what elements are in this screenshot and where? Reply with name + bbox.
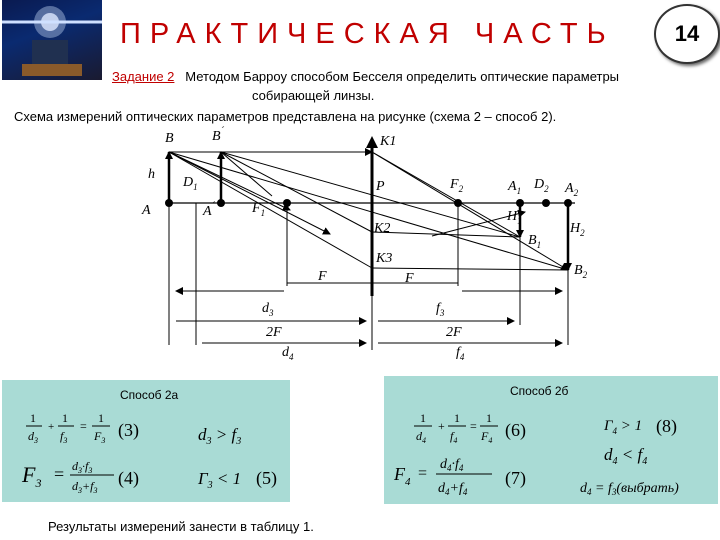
label-D1: $D_1$ [183, 175, 198, 192]
svg-text:1: 1 [486, 411, 492, 425]
svg-text:=: = [470, 419, 477, 433]
label-H1: $H_1$ [507, 209, 522, 226]
svg-text:d3+f3: $d_3+f_3$ [72, 479, 98, 495]
condition-gamma3-lt-1: $\Gamma_3 < 1$ [198, 469, 242, 491]
svg-text:d4: $d_4$ [416, 429, 426, 445]
label-A1: $A_1$ [508, 179, 522, 196]
label-F1: $F_1$ [252, 201, 266, 218]
label-A: A [142, 203, 151, 218]
dimension-lines [169, 203, 568, 350]
svg-text:f3: $f_3$ [60, 429, 68, 445]
eq4-tag: (4) [118, 468, 139, 488]
svg-text:f4: $f_4$ [450, 429, 458, 445]
page-number-badge: 14 [654, 4, 720, 64]
method-2a-title: Способ 2а [120, 388, 179, 402]
task-label: Задание 2 [112, 69, 175, 84]
footer-note: Результаты измерений занести в таблицу 1. [48, 519, 314, 534]
formula-3 [26, 411, 110, 445]
label-B1: $B_1$ [528, 233, 542, 250]
label-d4: $d_4$ [282, 345, 294, 362]
svg-text:d4·f4: $d_4\cdot f_4$ [440, 457, 464, 473]
label-B: B [165, 131, 174, 146]
svg-text:1: 1 [420, 411, 426, 425]
formula-7 [393, 457, 492, 497]
method-2b-title: Способ 2б [510, 384, 569, 398]
label-d3: $d_3$ [262, 301, 274, 318]
condition-d3-gt-f3: $d_3 > f_3$ [198, 425, 242, 447]
task-text: Методом Барроу способом Бесселя определить оптические параметры [185, 69, 620, 84]
svg-text:d3·f3: $d_3\cdot f_3$ [72, 459, 93, 475]
svg-text:=: = [418, 465, 428, 482]
condition-d4-lt-f4: $d_4 < f_4$ [604, 445, 648, 467]
eq5-tag: (5) [256, 468, 277, 488]
scheme-intro: Схема измерений оптических параметров представлена на рисунке (схема 2 – способ 2). [14, 109, 557, 124]
formulas [0, 380, 720, 515]
task-text-continued: собирающей линзы. [252, 88, 375, 103]
label-2F-right: 2F [446, 325, 462, 340]
svg-text:d3: $d_3$ [28, 429, 38, 445]
label-K2: K2 [374, 221, 391, 236]
label-B2: $B_2$ [574, 263, 588, 280]
formula-6 [414, 411, 498, 445]
label-D2: $D_2$ [534, 177, 549, 194]
eq7-tag: (7) [505, 468, 526, 488]
svg-text:d4+f4: $d_4+f_4$ [438, 481, 468, 497]
label-F2: $F_2$ [450, 177, 464, 194]
label-B-prime: B´ [212, 126, 224, 144]
svg-text:=: = [80, 419, 87, 433]
label-P: P [376, 179, 385, 194]
label-H2: $H_2$ [570, 221, 585, 238]
point-A1 [516, 199, 524, 207]
eq3-tag: (3) [118, 420, 139, 440]
label-K1: K1 [380, 134, 397, 149]
page-title: ПРАКТИЧЕСКАЯ ЧАСТЬ [120, 18, 615, 50]
point-A2 [564, 199, 572, 207]
svg-text:1: 1 [30, 411, 36, 425]
svg-text:F3: $F_3$ [94, 429, 106, 445]
svg-text:F4: $F_4$ [481, 429, 493, 445]
label-F-right: F [405, 271, 414, 286]
svg-text:F3: $F_3$ [22, 462, 42, 490]
label-f3: $f_3$ [436, 301, 445, 318]
label-A2: $A_2$ [565, 181, 579, 198]
svg-text:=: = [54, 464, 65, 484]
label-F-left: F [318, 269, 327, 284]
svg-text:1: 1 [62, 411, 68, 425]
point-A-prime [217, 199, 225, 207]
label-2F-left: 2F [266, 325, 282, 340]
label-A-prime: A´ [203, 201, 215, 219]
label-f4: $f_4$ [456, 345, 465, 362]
svg-text:F4: $F_4$ [394, 464, 411, 488]
svg-text:+: + [438, 419, 445, 433]
point-D2 [542, 199, 550, 207]
svg-text:+: + [48, 421, 55, 433]
svg-text:1: 1 [98, 411, 104, 425]
formula-4 [21, 459, 114, 495]
label-h: h [148, 167, 155, 182]
eq8-tag: (8) [656, 416, 677, 436]
svg-text:1: 1 [454, 411, 460, 425]
eq6-tag: (6) [505, 420, 526, 440]
condition-gamma4-gt-1: $\Gamma_4 > 1$ [604, 418, 643, 436]
label-K3: K3 [376, 251, 393, 266]
choose-d4-equals-f3: $d_4$ = $f_3(выбрать)$ [580, 481, 679, 497]
